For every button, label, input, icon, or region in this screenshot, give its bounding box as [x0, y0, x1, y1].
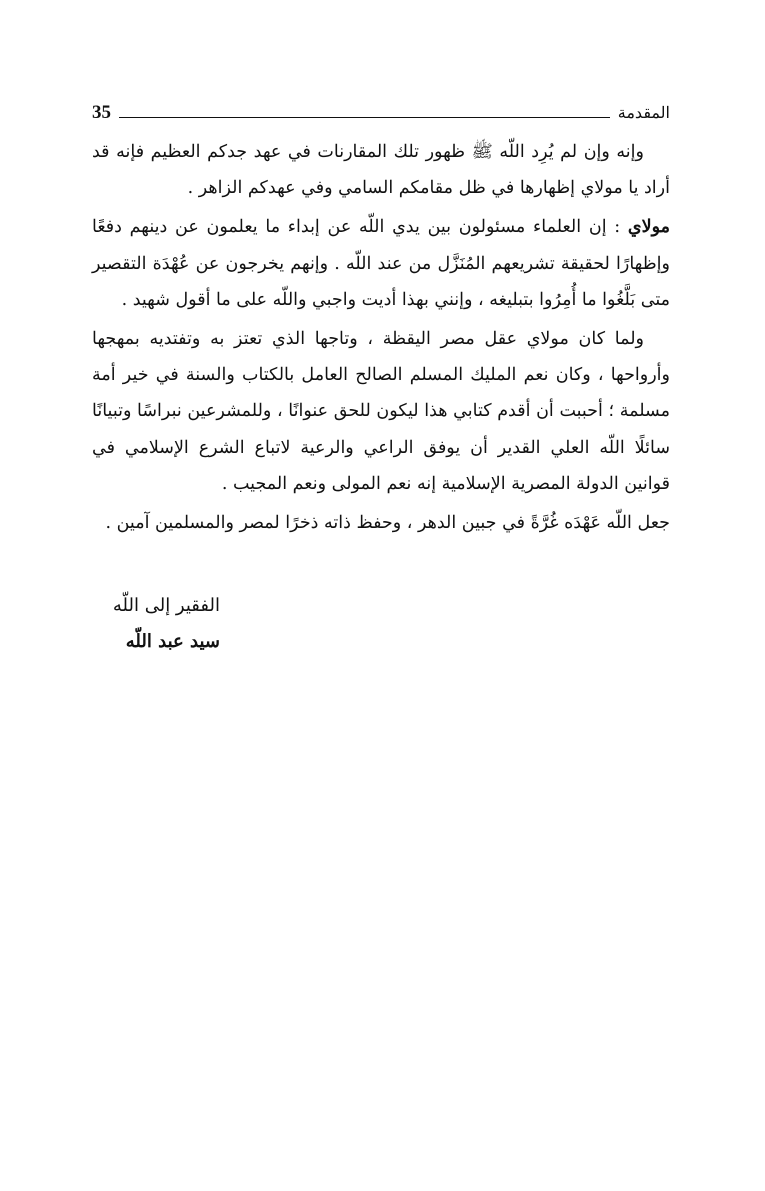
paragraph-4-text: جعل اللّه عَهْدَه غُرَّةً في جبين الدهر ، وحفظ ذاته ذخرًا لمصر والمسلمين آمين .	[105, 513, 670, 534]
paragraph-1-text: وإنه وإن لم يُرِد اللّه ﷺ ظهور تلك المقارنات في عهد جدكم العظيم فإنه قد أراد يا مولاي إظهارها في ظل مقامكم السامي وفي عهدكم الزاهر .	[92, 142, 670, 199]
page-number: 35	[92, 102, 111, 123]
paragraph-3	[92, 321, 670, 502]
paragraph-3-text: ولما كان مولاي عقل مصر اليقظة ، وتاجها الذي تعتز به وتفتديه بمهجها وأرواحها ، وكان نعم المليك المسلم الصالح العامل بالكتاب والسنة في خير أمة مسلمة ؛ أحببت أن أقدم كتابي هذا ليكون للحق عنوانًا ، وللمشرعين نبراسًا وتبيانًا سائلًا اللّه العلي القدير أن يوفق الراعي والرعية لاتباع الشرع الإسلامي في قوانين الدولة المصرية الإسلامية إنه نعم المولى ونعم المجيب .	[92, 329, 670, 494]
signature-block	[113, 588, 220, 660]
paragraph-2-text: : إن العلماء مسئولون بين يدي اللّه عن إبداء ما يعلمون عن دينهم دفعًا وإظهارًا لحقيقة تشريعهم المُنَزَّل من عند اللّه . وإنهم يخرجون عن عُهْدَة التقصير متى بَلَّغُوا ما أُمِرُوا بتبليغه ، وإنني بهذا أديت واجبي واللّه على ما أقول شهيد .	[92, 217, 670, 310]
page-header	[92, 94, 670, 124]
paragraph-1	[92, 134, 670, 206]
running-title: المقدمة	[617, 103, 670, 122]
author-name: سيد عبد اللّه	[125, 631, 220, 652]
paragraph-2	[92, 209, 670, 318]
body-text	[92, 134, 670, 544]
paragraph-4	[92, 505, 670, 541]
header-rule	[119, 117, 610, 118]
signature-line: الفقير إلى اللّه	[112, 595, 220, 616]
paragraph-2-lead: مولاي	[627, 217, 670, 238]
